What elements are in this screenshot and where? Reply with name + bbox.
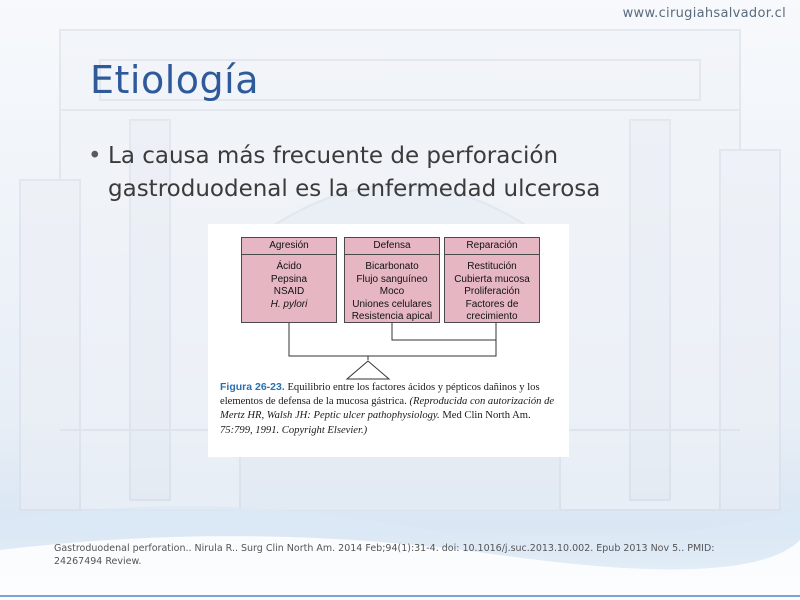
balance-figure — [208, 224, 569, 457]
site-url: www.cirugiahsalvador.cl — [622, 6, 786, 21]
defense-box — [344, 237, 440, 323]
box-item: NSAID — [273, 286, 305, 297]
box-item: Cubierta mucosa — [454, 273, 530, 285]
box-item: Flujo sanguíneo — [356, 273, 428, 285]
box-item: Bicarbonato — [365, 261, 419, 272]
box-item: Pepsina — [270, 273, 308, 285]
box-item: crecimiento — [466, 311, 518, 322]
caption-text: Equilibrio entre los factores ácidos y pépticos dañinos y los elementos de defensa de la mucosa gástrica. — [220, 382, 540, 408]
aggression-box — [241, 237, 337, 323]
caption-journal: Med Clin North Am. — [442, 410, 531, 422]
box-header: Reparación — [445, 238, 539, 255]
bullet-text: La causa más frecuente de perforación gastroduodenal es la enfermedad ulcerosa — [108, 143, 601, 202]
bullet-item — [88, 140, 688, 206]
box-header: Agresión — [242, 238, 336, 255]
bullet-icon: • — [88, 143, 102, 169]
box-item: H. pylori — [270, 298, 308, 310]
box-item: Moco — [379, 286, 405, 297]
bullet-list — [88, 140, 688, 206]
box-item: Restitución — [467, 261, 517, 272]
box-item: Resistencia apical — [351, 311, 433, 322]
figure-label: Figura 26-23. — [220, 381, 285, 393]
reference-citation: Gastroduodenal perforation.. Nirula R.. Surg Clin North Am. 2014 Feb;94(1):31-4. doi: 10.1016/j.suc.2013.10.002. Epub 2013 Nov 5.. PMID: 24267494 Review. — [54, 543, 715, 567]
box-item: Uniones celulares — [352, 298, 432, 310]
caption-journal-details: 75:799, 1991. Copyright Elsevier.) — [220, 424, 368, 436]
box-header: Defensa — [345, 238, 439, 255]
box-item: Ácido — [276, 261, 302, 272]
fulcrum-triangle — [347, 361, 389, 379]
box-item: Factores de — [465, 298, 519, 310]
figure-caption — [220, 380, 565, 438]
caption-citation: (Reproducida con autorización de Mertz HR, Walsh JH: Peptic ulcer pathophysiology. — [220, 396, 555, 422]
bottom-wave-decoration — [0, 480, 800, 600]
slide-title: Etiología — [90, 58, 259, 102]
box-item: Proliferación — [464, 286, 520, 297]
repair-box — [444, 237, 540, 323]
